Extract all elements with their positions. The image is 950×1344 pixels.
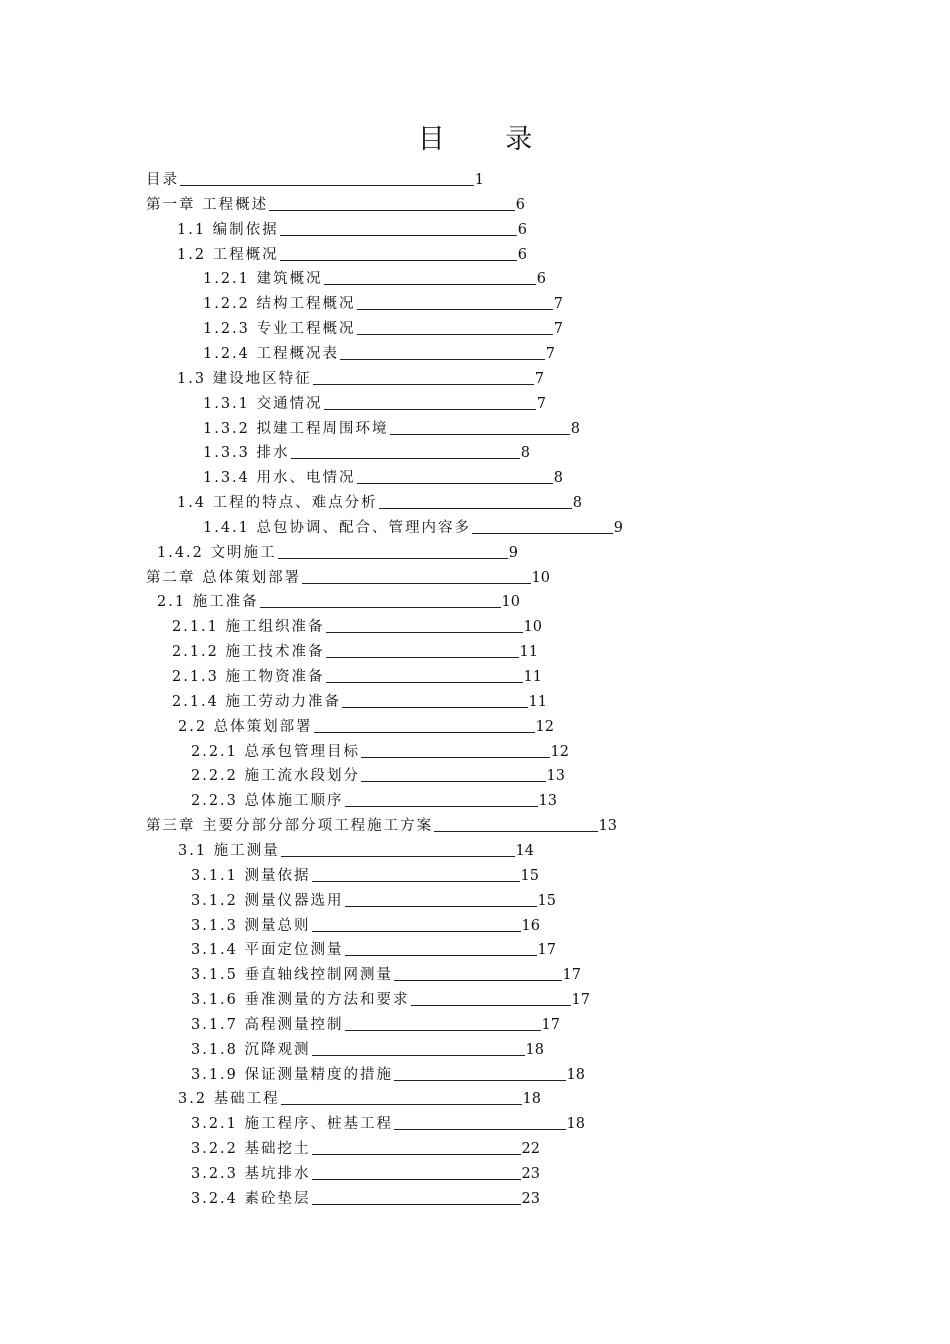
toc-entry[interactable]	[172, 616, 542, 636]
toc-page-number: 14	[515, 843, 534, 859]
toc-entry-label: 2.1.2 施工技术准备	[172, 644, 325, 660]
toc-entry[interactable]	[178, 716, 554, 736]
toc-page-number: 17	[541, 1017, 560, 1033]
toc-entry-label: 2.1.3 施工物资准备	[172, 669, 325, 685]
toc-entry[interactable]	[191, 1039, 544, 1059]
toc-entry-label: 2.1.4 施工劳动力准备	[172, 694, 342, 710]
toc-entry[interactable]	[191, 915, 540, 935]
toc-entry-label: 2.2 总体策划部署	[178, 719, 313, 735]
toc-page-number: 10	[501, 594, 520, 610]
toc-entry-label: 1.2.2 结构工程概况	[203, 296, 356, 312]
toc-leader-line	[324, 284, 536, 285]
toc-page-number: 17	[537, 942, 556, 958]
toc-entry-label: 2.2.1 总承包管理目标	[191, 744, 361, 760]
toc-entry[interactable]	[191, 1138, 540, 1158]
toc-page-number: 7	[545, 346, 555, 362]
toc-page-number: 18	[566, 1067, 585, 1083]
toc-leader-line	[312, 881, 520, 882]
toc-entry[interactable]	[191, 865, 539, 885]
toc-page-number: 17	[571, 992, 590, 1008]
toc-page-number: 15	[537, 893, 556, 909]
toc-page-number: 8	[570, 421, 580, 437]
toc-leader-line	[357, 483, 553, 484]
toc-leader-line	[472, 533, 613, 534]
toc-entry-label: 3.1.5 垂直轴线控制网测量	[191, 967, 394, 983]
toc-leader-line	[361, 757, 550, 758]
toc-entry-label: 2.2.2 施工流水段划分	[191, 768, 361, 784]
toc-entry-label: 3.1.9 保证测量精度的措施	[191, 1067, 394, 1083]
toc-page-number: 12	[535, 719, 554, 735]
toc-entry[interactable]	[157, 542, 518, 562]
toc-leader-line	[313, 384, 534, 385]
toc-entry[interactable]	[146, 194, 525, 214]
toc-leader-line	[340, 359, 545, 360]
toc-leader-line	[345, 806, 538, 807]
toc-page-number: 8	[520, 445, 530, 461]
toc-entry[interactable]	[191, 790, 557, 810]
toc-entry-label: 3.2.4 素砼垫层	[191, 1191, 311, 1207]
toc-leader-line	[302, 583, 530, 584]
toc-page-number: 6	[515, 197, 525, 213]
toc-entry-label: 第三章 主要分部分部分项工程施工方案	[146, 818, 434, 834]
toc-leader-line	[411, 1005, 571, 1006]
toc-entry-label: 1.2.3 专业工程概况	[203, 321, 356, 337]
toc-entry[interactable]	[157, 591, 520, 611]
toc-page-number: 7	[553, 321, 563, 337]
toc-entry-label: 3.2.1 施工程序、桩基工程	[191, 1116, 394, 1132]
toc-entry-label: 第一章 工程概述	[146, 197, 269, 213]
toc-entry[interactable]	[146, 815, 617, 835]
toc-leader-line	[312, 1179, 521, 1180]
toc-page-number: 13	[546, 768, 565, 784]
toc-entry[interactable]	[191, 1163, 540, 1183]
toc-entry[interactable]	[177, 368, 544, 388]
toc-entry[interactable]	[191, 1188, 540, 1208]
toc-page-number: 11	[523, 669, 542, 685]
toc-entry[interactable]	[177, 492, 582, 512]
toc-page-number: 9	[613, 520, 623, 536]
toc-entry[interactable]	[172, 691, 547, 711]
toc-entry-label: 3.2.3 基坑排水	[191, 1166, 311, 1182]
toc-entry[interactable]	[203, 318, 563, 338]
toc-page-number: 13	[598, 818, 617, 834]
toc-entry[interactable]	[191, 989, 590, 1009]
toc-entry-label: 3.1.7 高程测量控制	[191, 1017, 344, 1033]
toc-page-number: 6	[536, 271, 546, 287]
toc-page-number: 16	[521, 918, 540, 934]
toc-entry[interactable]	[203, 418, 580, 438]
toc-leader-line	[312, 931, 521, 932]
toc-leader-line	[390, 434, 570, 435]
toc-entry-label: 2.1.1 施工组织准备	[172, 619, 325, 635]
toc-entry-label: 2.2.3 总体施工顺序	[191, 793, 344, 809]
toc-leader-line	[326, 657, 519, 658]
toc-entry-label: 3.1.8 沉降观测	[191, 1042, 311, 1058]
toc-entry[interactable]	[191, 1064, 585, 1084]
toc-leader-line	[379, 508, 572, 509]
toc-entry[interactable]	[178, 1088, 541, 1108]
toc-entry-label: 3.1.3 测量总则	[191, 918, 311, 934]
toc-page-number: 6	[517, 222, 527, 238]
toc-entry-label: 3.2 基础工程	[178, 1091, 280, 1107]
toc-leader-line	[291, 458, 520, 459]
toc-leader-line	[345, 906, 537, 907]
toc-page-number: 18	[566, 1116, 585, 1132]
toc-entry-label: 1.2.4 工程概况表	[203, 346, 340, 362]
toc-entry[interactable]	[203, 517, 623, 537]
toc-leader-line	[394, 1080, 566, 1081]
toc-leader-line	[394, 1129, 566, 1130]
toc-leader-line	[314, 732, 535, 733]
toc-entry-label: 1.3.3 排水	[203, 445, 290, 461]
toc-entry[interactable]	[177, 244, 527, 264]
toc-entry-label: 1.2.1 建筑概况	[203, 271, 323, 287]
page-title: 目 录	[417, 124, 559, 155]
toc-entry-label: 3.1.4 平面定位测量	[191, 942, 344, 958]
toc-page-number: 23	[521, 1191, 540, 1207]
toc-leader-line	[434, 831, 597, 832]
toc-entry[interactable]	[191, 890, 556, 910]
toc-entry-label: 1.3.4 用水、电情况	[203, 470, 356, 486]
toc-leader-line	[269, 210, 515, 211]
toc-leader-line	[281, 856, 515, 857]
toc-entry[interactable]	[177, 219, 527, 239]
toc-page-number: 10	[531, 570, 550, 586]
toc-page-number: 11	[528, 694, 547, 710]
toc-entry[interactable]	[146, 567, 550, 587]
toc-entry-label: 1.3.1 交通情况	[203, 396, 323, 412]
toc-entry[interactable]	[191, 741, 569, 761]
toc-entry-label: 目录	[146, 172, 179, 188]
toc-entry-label: 3.1.6 垂准测量的方法和要求	[191, 992, 410, 1008]
toc-page-number: 13	[538, 793, 557, 809]
toc-leader-line	[280, 260, 517, 261]
toc-page-number: 1	[474, 172, 484, 188]
toc-page-number: 22	[521, 1141, 540, 1157]
toc-entry-label: 第二章 总体策划部署	[146, 570, 302, 586]
toc-page-number: 7	[534, 371, 544, 387]
toc-entry-label: 2.1 施工准备	[157, 594, 259, 610]
toc-entry[interactable]	[203, 293, 563, 313]
toc-entry-label: 1.3 建设地区特征	[177, 371, 312, 387]
toc-entry[interactable]	[172, 666, 542, 686]
toc-entry[interactable]	[191, 939, 556, 959]
toc-leader-line	[281, 1104, 522, 1105]
toc-entry-label: 1.2 工程概况	[177, 247, 279, 263]
toc-entry[interactable]	[203, 343, 555, 363]
toc-page-number: 15	[520, 868, 539, 884]
toc-page-number: 10	[523, 619, 542, 635]
toc-page-number: 7	[536, 396, 546, 412]
toc-entry[interactable]	[191, 1014, 560, 1034]
toc-leader-line	[260, 607, 501, 608]
toc-entry-label: 3.1.2 测量仪器选用	[191, 893, 344, 909]
toc-leader-line	[361, 781, 546, 782]
toc-entry-label: 1.4.2 文明施工	[157, 545, 277, 561]
toc-leader-line	[345, 955, 537, 956]
toc-leader-line	[357, 309, 553, 310]
toc-leader-line	[280, 235, 517, 236]
toc-entry[interactable]	[178, 840, 534, 860]
toc-page-number: 8	[553, 470, 563, 486]
toc-entry-label: 1.4 工程的特点、难点分析	[177, 495, 378, 511]
toc-page-number: 9	[508, 545, 518, 561]
toc-leader-line	[326, 682, 523, 683]
toc-page-number: 17	[562, 967, 581, 983]
toc-leader-line	[357, 334, 553, 335]
toc-entry[interactable]	[203, 442, 530, 462]
toc-leader-line	[342, 707, 528, 708]
toc-page-number: 8	[572, 495, 582, 511]
toc-entry-label: 3.1.1 测量依据	[191, 868, 311, 884]
toc-entry[interactable]	[203, 268, 546, 288]
toc-page-number: 7	[553, 296, 563, 312]
toc-leader-line	[180, 185, 474, 186]
toc-page-number: 18	[525, 1042, 544, 1058]
toc-leader-line	[312, 1154, 521, 1155]
toc-entry[interactable]	[191, 1113, 585, 1133]
toc-leader-line	[326, 632, 523, 633]
toc-entry-label: 1.4.1 总包协调、配合、管理内容多	[203, 520, 472, 536]
toc-page-number: 11	[519, 644, 538, 660]
toc-leader-line	[394, 980, 562, 981]
toc-entry[interactable]	[191, 964, 581, 984]
toc-entry[interactable]	[146, 169, 484, 189]
toc-entry[interactable]	[203, 393, 546, 413]
toc-leader-line	[312, 1055, 525, 1056]
toc-entry-label: 1.1 编制依据	[177, 222, 279, 238]
toc-page-number: 23	[521, 1166, 540, 1182]
toc-page-number: 6	[517, 247, 527, 263]
toc-page-number: 12	[550, 744, 569, 760]
toc-leader-line	[278, 558, 508, 559]
toc-leader-line	[312, 1204, 521, 1205]
toc-entry[interactable]	[203, 467, 563, 487]
toc-entry[interactable]	[191, 765, 565, 785]
toc-entry-label: 1.3.2 拟建工程周围环境	[203, 421, 389, 437]
toc-entry[interactable]	[172, 641, 538, 661]
toc-leader-line	[324, 409, 536, 410]
toc-page-number: 18	[522, 1091, 541, 1107]
toc-entry-label: 3.2.2 基础挖土	[191, 1141, 311, 1157]
toc-leader-line	[345, 1030, 541, 1031]
toc-entry-label: 3.1 施工测量	[178, 843, 280, 859]
